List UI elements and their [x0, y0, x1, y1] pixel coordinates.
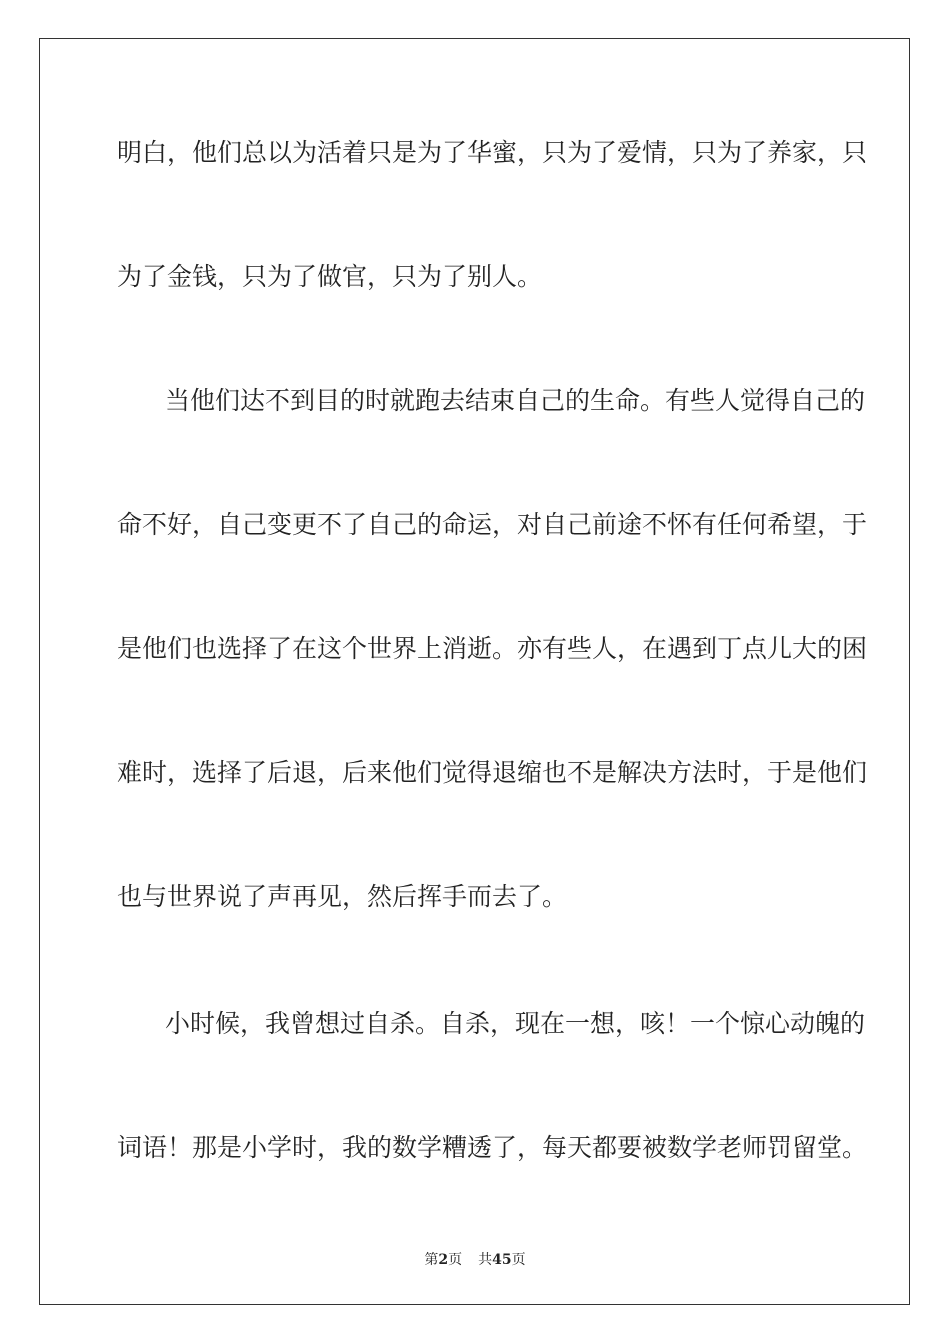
page-suffix: 页: [448, 1252, 463, 1268]
total-suffix: 页: [511, 1252, 526, 1268]
total-prefix: 共: [478, 1252, 493, 1268]
text-line: 为了金钱，只为了做官，只为了别人。: [117, 262, 543, 291]
text-line: 词语！那是小学时，我的数学糟透了，每天都要被数学老师罚留堂。: [117, 1133, 868, 1162]
text-line: 也与世界说了声再见，然后挥手而去了。: [117, 882, 568, 911]
page-footer: [0, 1249, 950, 1269]
text-line: 是他们也选择了在这个世界上消逝。亦有些人，在遇到丁点儿大的困: [117, 634, 868, 663]
page-border: [39, 38, 910, 1305]
text-line: 明白，他们总以为活着只是为了华蜜，只为了爱情，只为了养家，只: [117, 138, 868, 167]
text-line: 小时候，我曾想过自杀。自杀，现在一想，咳！一个惊心动魄的: [165, 1009, 866, 1038]
page-prefix: 第: [424, 1252, 439, 1268]
text-line: 当他们达不到目的时就跑去结束自己的生命。有些人觉得自己的: [165, 386, 866, 415]
page-number: 2: [438, 1252, 449, 1268]
text-line: 难时，选择了后退，后来他们觉得退缩也不是解决方法时，于是他们: [117, 758, 868, 787]
text-line: 命不好，自己变更不了自己的命运，对自己前途不怀有任何希望，于: [117, 510, 868, 539]
total-pages: 45: [492, 1252, 512, 1268]
